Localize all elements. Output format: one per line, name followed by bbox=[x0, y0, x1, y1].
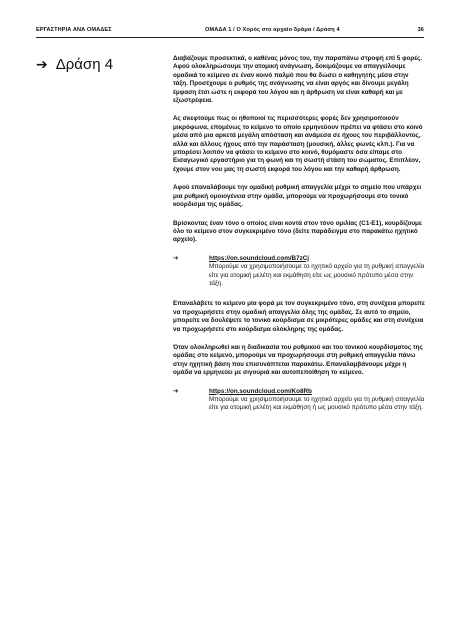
arrow-right-icon: ➔ bbox=[173, 254, 179, 262]
section-title-text: Δράση 4 bbox=[55, 56, 114, 73]
header-section-label: ΕΡΓΑΣΤΗΡΙΑ ΑΝΑ ΟΜΑΔΕΣ bbox=[36, 27, 112, 33]
soundcloud-link-1[interactable]: https://on.soundcloud.com/B7zCj bbox=[209, 254, 310, 262]
paragraph: Διαβάζουμε προσεκτικά, ο καθένας μόνος του, την παραπάνω στροφή επί 5 φορές. Αφού ολοκληρώσουμε την ατομική ανάγνωση, δοκιμάζουμε να απαγγείλουμε ομαδικά το κείμενο σε έναν κοινό παλμό που θα δώσει ο καθηγητής μέσα στην τάξη. Προσέχουμε ο ρυθμός της ανάγνωσης να είναι αργός και δίνουμε μεγάλη έμφαση έτσι ώστε η εκφορά του λόγου και η άρθρωση να είναι καθαρή και με εξωστρέφεια. bbox=[173, 55, 423, 105]
page-number: 36 bbox=[417, 27, 424, 33]
paragraph: Επαναλάβετε το κείμενο μία φορά με τον συγκεκριμένο τόνο, στη συνέχεια μπορείτε να προχωρήσετε στην ομαδική απαγγελία όλης της ομάδας. Σε αυτό το σημείο, μπορείτε να δουλέψετε το τονικό κούρδισμα σε μικρότερες ομάδες και στη συνέχεια να προχωρήσετε στο κούρδισμα ολόκληρης της ομάδας. bbox=[173, 300, 425, 333]
section-title bbox=[36, 56, 113, 73]
header-divider bbox=[36, 37, 424, 38]
link-description: Μπορούμε να χρησιμοποιήσουμε το ηχητικό αρχείο για τη ρυθμική απαγγελία είτε για ατομική μελέτη και εκμάθηση είτε ως μουσικό πρότυπο μέσα στην τάξη. bbox=[209, 263, 425, 287]
paragraph: Όταν ολοκληρωθεί και η διαδικασία του ρυθμικού και του τονικού κουρδίσματος της ομάδας στο κείμενο, μπορούμε να προχωρήσουμε στη ρυθμική απαγγελία πάνω στην ηχητική βάση που επισυνάπτεται παρακάτω. Επαναλαμβάνουμε μέχρι η ομάδα να ερμηνεύει με σιγουριά και αυτοπεποίθηση το κείμενο. bbox=[173, 343, 423, 377]
header-breadcrumb: ΟΜΑΔΑ 1 / Ο Χορός στο αρχαίο δράμα / Δράση 4 bbox=[205, 27, 340, 33]
audio-link-block-1 bbox=[173, 255, 425, 289]
link-description: Μπορούμε να χρησιμοποιήσουμε το ηχητικό αρχείο για τη ρυθμική απαγγελία είτε για ατομική μελέτη και εκμάθηση ή ως μουσικό πρότυπο μέσα στην τάξη. bbox=[209, 396, 425, 412]
arrow-right-icon: ➔ bbox=[173, 387, 179, 395]
arrow-right-icon: ➔ bbox=[36, 56, 48, 72]
main-content bbox=[173, 55, 425, 425]
audio-link-block-2 bbox=[173, 388, 425, 413]
paragraph: Ας σκεφτούμε πως οι ηθοποιοί τις περισσότερες φορές δεν χρησιμοποιούν μικρόφωνα, επομένως το κείμενο το οποίο ερμηνεύουν πρέπει να φτάσει στο κοινό μέσα από μια αρκετά μεγάλη απόσταση και ανάμεσα σε ήχους του περιβάλλοντος, αλλά και άλλους ήχους από την παράσταση (μουσική, άλλες φωνές κλπ.). Για να μπορέσει λοιπόν να φτάσει το κείμενο στο κοινό, θυμόμαστε όσα είπαμε στο Εισαγωγικό εργαστήριο για τη φωνή και τη σωστή στάση του σώματος. Επιπλέον, έχουμε στον νου μας τη σωστή εκφορά του λόγου και την καθαρή άρθρωση. bbox=[173, 115, 423, 173]
paragraph: Βρίσκοντας έναν τόνο ο οποίος είναι κοντά στον τόνο ομιλίας (C1-E1), κουρδίζουμε όλο το κείμενο στον συγκεκριμένο τόνο (δείτε παράδειγμα στο παρακάτω ηχητικό αρχείο). bbox=[173, 219, 422, 244]
soundcloud-link-2[interactable]: https://on.soundcloud.com/Ko8Rb bbox=[209, 387, 312, 395]
paragraph: Αφού επαναλάβουμε την ομαδική ρυθμική απαγγελία μέχρι το σημείο που υπάρχει μια ρυθμική ομοιογένεια στην ομάδα, μπορούμε να προχωρήσουμε στο τονικό κούρδισμα της ομάδας. bbox=[173, 184, 422, 209]
